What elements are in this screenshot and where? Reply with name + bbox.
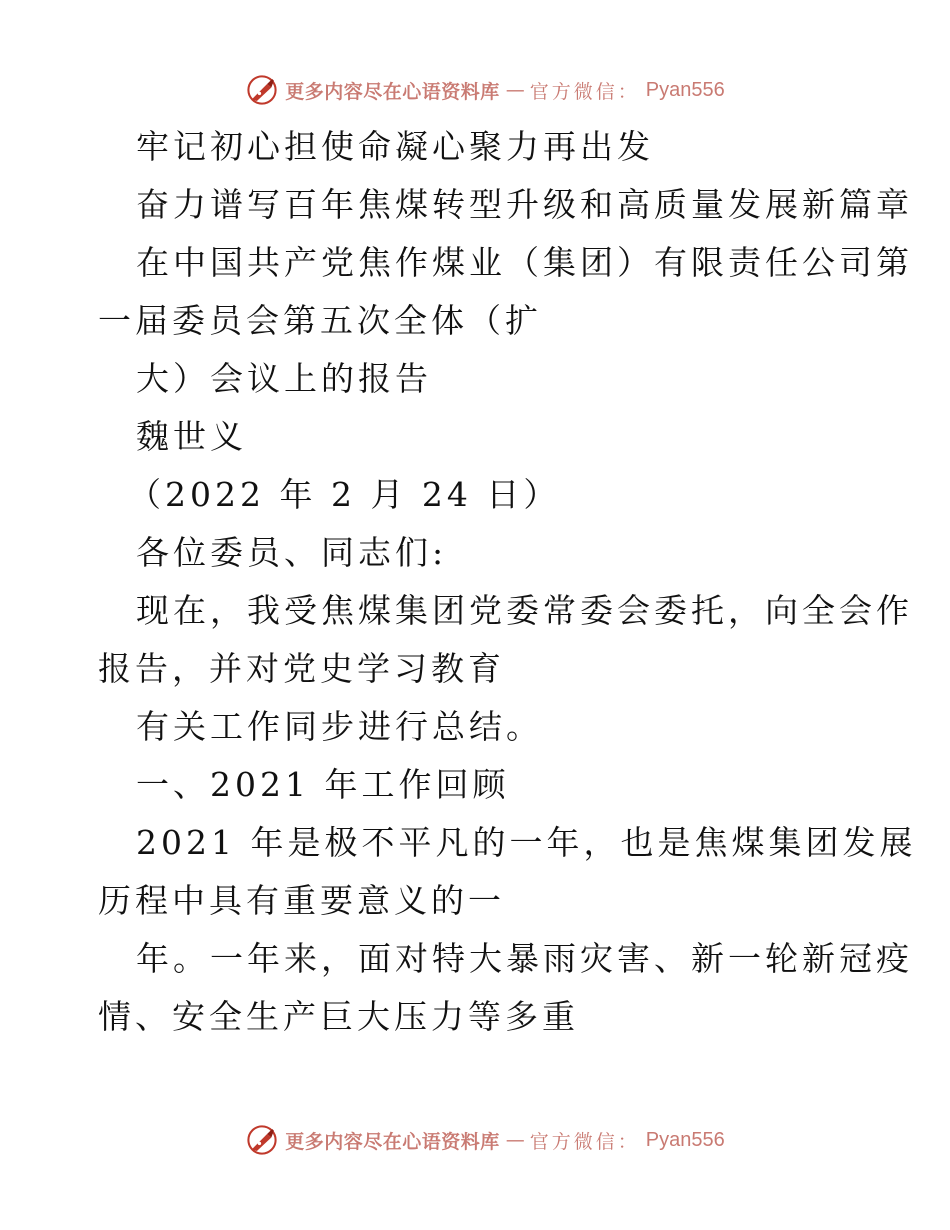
watermark-dash: — bbox=[505, 79, 524, 101]
document-date: （2022 年 2 月 24 日） bbox=[128, 475, 561, 514]
watermark-text: 更多内容尽在心语资料库 bbox=[285, 1130, 500, 1153]
document-body bbox=[98, 118, 917, 1046]
watermark-tag: 官方微信： bbox=[529, 80, 640, 103]
paragraph-line: 年。一年来，面对特大暴雨灾害、新一轮新冠疫 bbox=[136, 939, 913, 978]
document-title: 牢记初心担使命凝心聚力再出发 bbox=[136, 127, 654, 166]
paragraph-line: 情、安全生产巨大压力等多重 bbox=[98, 997, 579, 1036]
section-heading: 一、2021 年工作回顾 bbox=[136, 765, 510, 804]
paragraph-line: 现在，我受焦煤集团党委常委会委托，向全会作 bbox=[136, 591, 913, 630]
watermark-text: 更多内容尽在心语资料库 bbox=[285, 80, 500, 103]
paragraph-line: 历程中具有重要意义的一 bbox=[98, 881, 505, 920]
watermark-wechat-id: Pyan556 bbox=[645, 1128, 725, 1151]
pen-nib-circle-logo-icon bbox=[245, 73, 279, 107]
watermark-content bbox=[245, 1123, 725, 1157]
watermark-dash: — bbox=[505, 1129, 524, 1151]
watermark-tag: 官方微信： bbox=[529, 1130, 640, 1153]
document-author: 魏世义 bbox=[136, 417, 247, 456]
header-watermark bbox=[0, 70, 950, 110]
document-occasion-line: 在中国共产党焦作煤业（集团）有限责任公司第 bbox=[136, 243, 913, 282]
document-subtitle: 奋力谱写百年焦煤转型升级和高质量发展新篇章 bbox=[136, 185, 913, 224]
footer-watermark bbox=[0, 1120, 950, 1160]
document-occasion-line: 大）会议上的报告 bbox=[136, 359, 432, 398]
paragraph-line: 报告，并对党史学习教育 bbox=[98, 649, 505, 688]
watermark-wechat-id: Pyan556 bbox=[645, 78, 725, 101]
paragraph-line: 有关工作同步进行总结。 bbox=[136, 707, 543, 746]
watermark-content bbox=[245, 73, 725, 107]
document-occasion-line: 一届委员会第五次全体（扩 bbox=[98, 301, 542, 340]
pen-nib-circle-logo-icon bbox=[245, 1123, 279, 1157]
paragraph-line: 2021 年是极不平凡的一年，也是焦煤集团发展 bbox=[136, 823, 917, 862]
document-salutation: 各位委员、同志们: bbox=[136, 533, 448, 572]
